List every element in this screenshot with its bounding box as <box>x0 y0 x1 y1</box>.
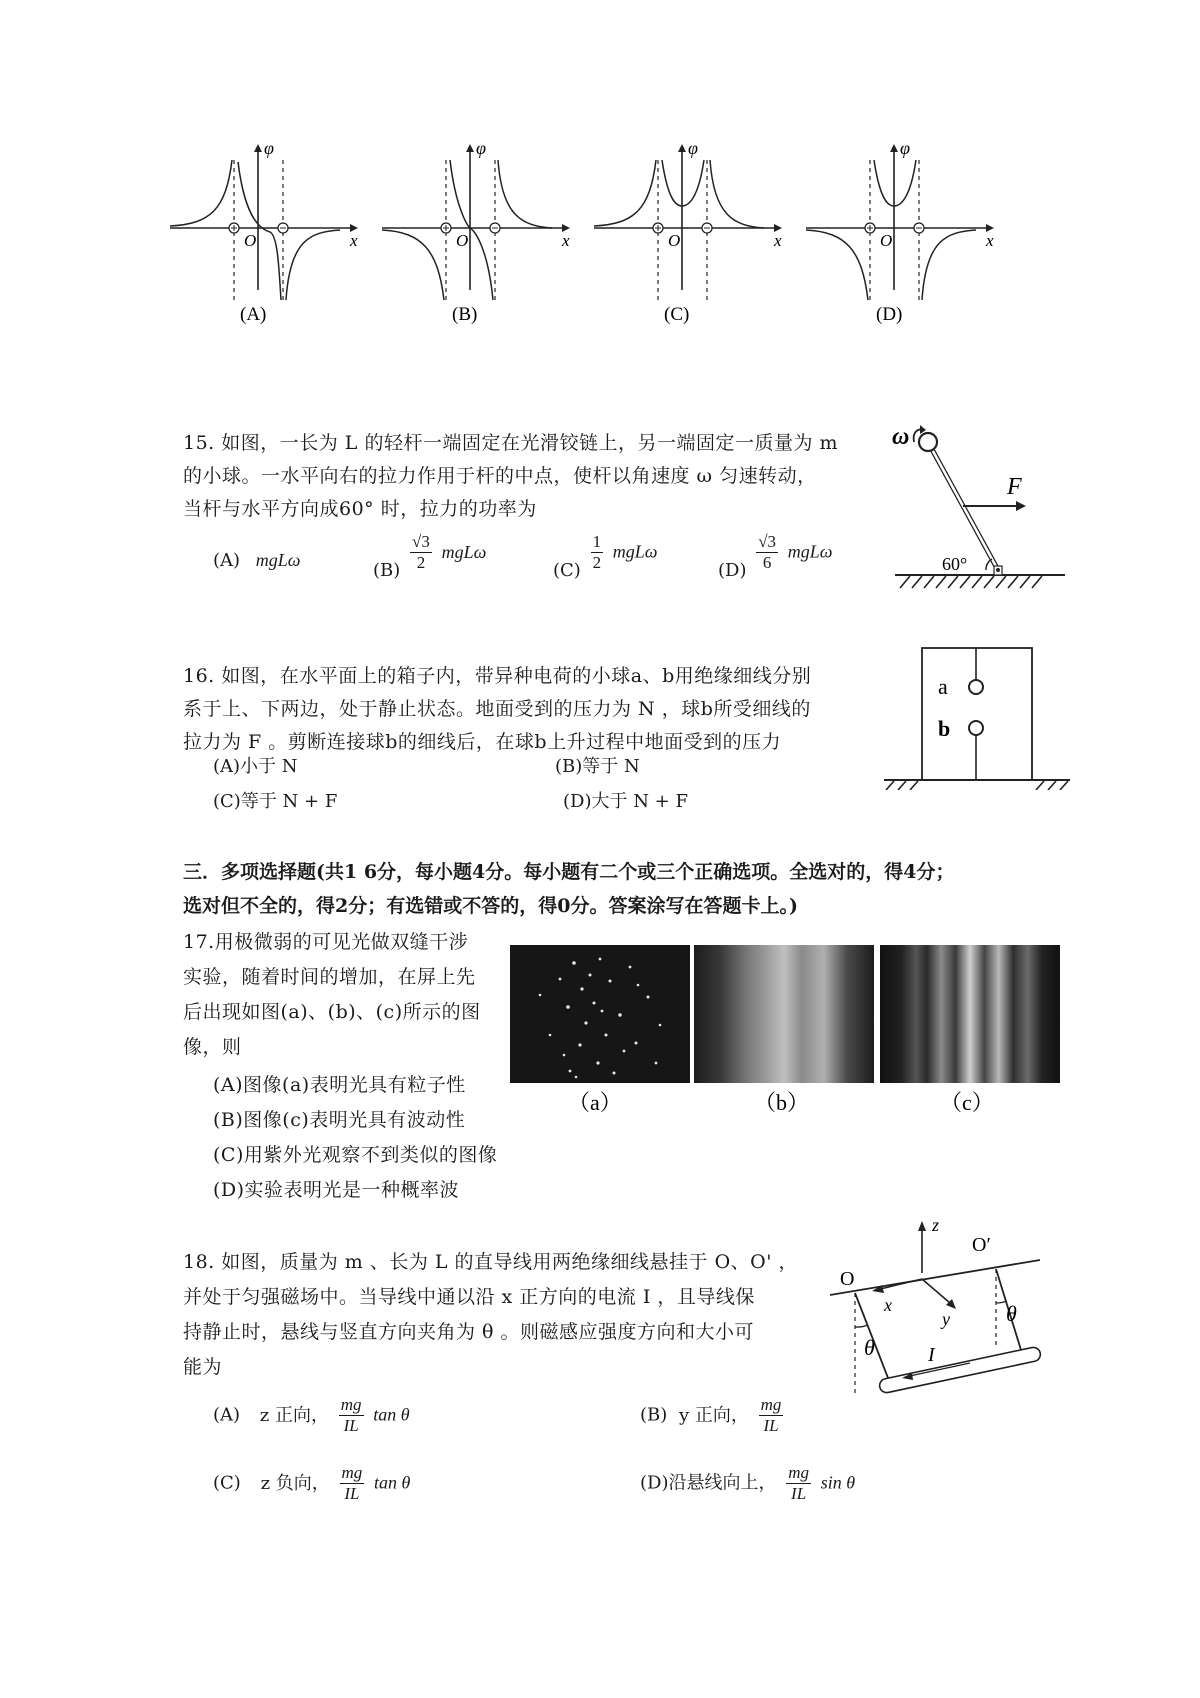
q16-line-1: 16. 如图，在水平面上的箱子内，带异种电荷的小球a、b用绝缘细线分别 <box>183 665 812 687</box>
q16-figure <box>876 640 1076 790</box>
axis-x-label: x <box>350 231 358 250</box>
q18-fig-I: I <box>928 1344 935 1366</box>
q15-option-a[interactable]: (A) mgLω <box>213 550 301 571</box>
q18-option-b[interactable]: (B) y 正向， $\frac{mg}{IL}$ <box>640 1395 782 1435</box>
q18-option-c[interactable]: (C) z 负向， $\frac{mg}{IL}$ tan θ <box>213 1463 411 1503</box>
q15-fig-omega: ω <box>892 424 910 450</box>
q18-figure <box>820 1215 1060 1405</box>
section-3-line-2: 选对但不全的，得2分；有选错或不答的，得0分。答案涂写在答题卡上。) <box>183 895 798 917</box>
axis-y-label: φ <box>476 140 486 158</box>
axis-y-label: φ <box>688 140 698 158</box>
panel-label-c: (C) <box>664 304 690 325</box>
q17-options <box>213 1068 533 1208</box>
axis-y-label: φ <box>264 140 274 158</box>
q15-text <box>183 427 843 526</box>
axis-x-label: x <box>774 231 782 250</box>
q17-line-3: 后出现如图(a)、(b)、(c)所示的图 <box>183 1001 481 1023</box>
image-a <box>510 945 690 1083</box>
caption-c: （c） <box>940 1090 994 1115</box>
q15-line-1: 15. 如图，一长为 L 的轻杆一端固定在光滑铰链上，另一端固定一质量为 m <box>183 432 839 454</box>
origin-label: O <box>668 231 681 250</box>
q18-fig-O: O <box>840 1268 855 1290</box>
panel-label-b: (B) <box>452 304 478 325</box>
q18-fig-theta-right: θ <box>1006 1301 1017 1326</box>
panel-label-a: (A) <box>240 304 267 325</box>
q18-line-2: 并处于匀强磁场中。当导线中通以沿 x 正方向的电流 I ，且导线保 <box>183 1286 755 1308</box>
q16-line-2: 系于上、下两边，处于静止状态。地面受到的压力为 N ，球b所受细线的 <box>183 698 811 720</box>
q17-images <box>510 945 1160 1125</box>
axis-x-label: x <box>562 231 570 250</box>
graph-panel-d <box>806 140 994 325</box>
q16-fig-b: b <box>938 716 951 741</box>
q18-line-3: 持静止时，悬线与竖直方向夹角为 θ 。则磁感应强度方向和大小可 <box>183 1321 755 1343</box>
q17-option-c[interactable]: (C)用紫外光观察不到类似的图像 <box>213 1144 498 1166</box>
origin-label: O <box>456 231 469 250</box>
graph-panel-b <box>382 140 570 325</box>
q18-option-d[interactable]: (D)沿悬线向上， $\frac{mg}{IL}$ sin θ <box>640 1463 856 1503</box>
q16-option-c[interactable]: (C)等于 N + F <box>213 791 338 812</box>
q18-fig-y: y <box>942 1309 950 1329</box>
q17-option-b[interactable]: (B)图像(c)表明光具有波动性 <box>213 1109 466 1131</box>
q18-line-1: 18. 如图，质量为 m 、长为 L 的直导线用两绝缘细线悬挂于 O、O' ， <box>183 1251 799 1273</box>
q17-option-a[interactable]: (A)图像(a)表明光具有粒子性 <box>213 1074 466 1096</box>
origin-label: O <box>880 231 893 250</box>
panel-label-d: (D) <box>876 304 903 325</box>
q15-line-3: 当杆与水平方向成60° 时，拉力的功率为 <box>183 498 537 520</box>
q15-line-2: 的小球。一水平向右的拉力作用于杆的中点，使杆以角速度 ω 匀速转动， <box>183 465 817 487</box>
q16-option-b[interactable]: (B)等于 N <box>555 756 640 777</box>
caption-b: （b） <box>754 1090 810 1115</box>
axis-x-label: x <box>986 231 994 250</box>
q17-text <box>183 925 513 1065</box>
axis-y-label: φ <box>900 140 910 158</box>
q16-line-3: 拉力为 F 。剪断连接球b的细线后，在球b上升过程中地面受到的压力 <box>183 731 782 753</box>
q16-option-a[interactable]: (A)小于 N <box>213 756 298 777</box>
q16-fig-a: a <box>938 674 948 699</box>
q17-line-4: 像，则 <box>183 1036 242 1058</box>
q17-line-2: 实验，随着时间的增加，在屏上先 <box>183 966 476 988</box>
q15-figure <box>890 420 1070 590</box>
q15-fig-angle: 60° <box>942 554 968 574</box>
section-3-line-1: 三．多项选择题(共1 6分，每小题4分。每小题有二个或三个正确选项。全选对的，得4分； <box>183 861 955 883</box>
section-3-header <box>183 855 1143 923</box>
image-b <box>694 945 874 1083</box>
q17-line-1: 17.用极微弱的可见光做双缝干涉 <box>183 931 469 953</box>
image-c <box>880 945 1060 1083</box>
q18-fig-z: z <box>932 1215 940 1235</box>
q18-fig-O2: O′ <box>972 1234 991 1256</box>
q15-options <box>213 532 863 592</box>
q15-option-d[interactable]: (D) $\frac{√3}{6}$ mgLω <box>718 532 833 581</box>
q18-option-a[interactable]: (A) z 正向， $\frac{mg}{IL}$ tan θ <box>213 1395 410 1435</box>
graph-panel-a <box>170 140 358 325</box>
caption-a: （a） <box>568 1090 622 1115</box>
q18-fig-theta-left: θ <box>864 1335 875 1360</box>
q14-graphs <box>160 140 1170 350</box>
q18-line-4: 能为 <box>183 1356 223 1378</box>
q17-option-d[interactable]: (D)实验表明光是一种概率波 <box>213 1179 460 1201</box>
q15-fig-force: F <box>1007 474 1022 500</box>
graph-panel-c <box>594 140 782 325</box>
q16-option-d[interactable]: (D)大于 N + F <box>563 791 688 812</box>
q18-fig-x: x <box>884 1295 892 1315</box>
q15-option-c[interactable]: (C) $\frac{1}{2}$ mgLω <box>553 532 658 581</box>
q16-text <box>183 660 843 759</box>
origin-label: O <box>244 231 257 250</box>
q18-text <box>183 1245 823 1385</box>
q15-option-b[interactable]: (B) $\frac{√3}{2}$ mgLω <box>373 532 487 581</box>
